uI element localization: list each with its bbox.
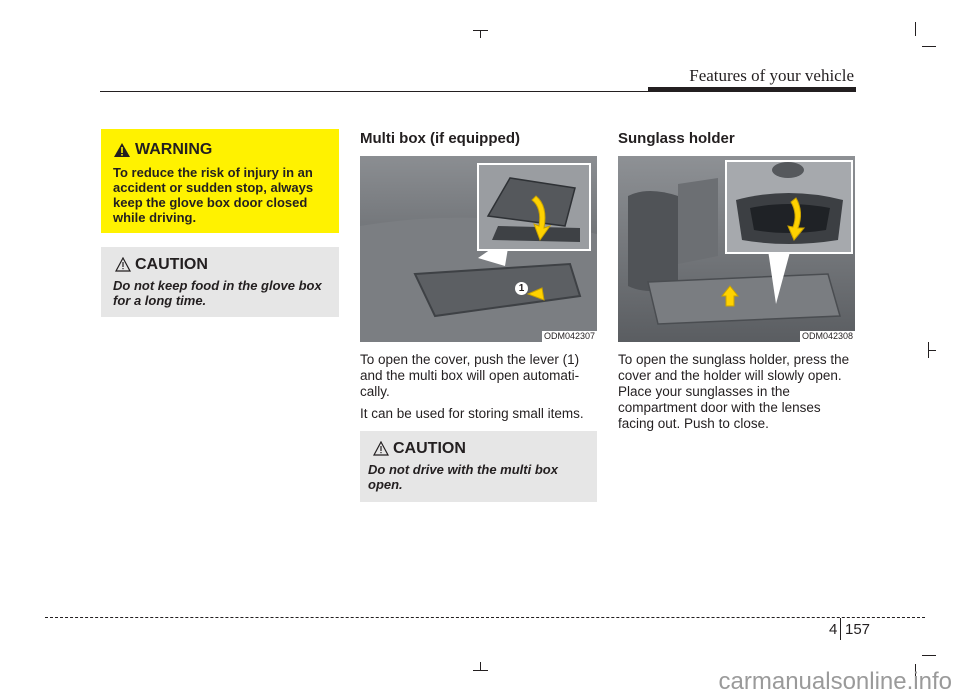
crop-mark-top-right-h	[922, 46, 936, 47]
caution-triangle-icon	[115, 257, 131, 272]
crop-mark-bottom	[480, 662, 481, 670]
warning-box	[101, 129, 339, 233]
footer-dashed-rule	[45, 617, 925, 618]
multi-box-illustration	[360, 156, 597, 342]
crop-mark-top-v	[473, 30, 488, 31]
multi-box-paragraph-2: It can be used for storing small items.	[360, 406, 584, 421]
crop-mark-top	[480, 30, 481, 38]
caution-title: CAUTION	[393, 440, 466, 457]
sunglass-holder-illustration	[618, 156, 855, 342]
sunglass-holder-heading: Sunglass holder	[618, 130, 735, 147]
caution-box-glove	[101, 247, 339, 317]
page-number: 157	[845, 621, 871, 638]
page-header-title: Features of your vehicle	[689, 66, 854, 85]
sunglass-holder-photo	[618, 156, 855, 342]
multi-box-photo-code: ODM042307	[543, 331, 595, 341]
caution-title: CAUTION	[135, 256, 208, 273]
crop-mark-right	[928, 350, 936, 351]
callout-number-badge: 1	[515, 282, 528, 295]
caution-triangle-icon	[373, 441, 389, 456]
multi-box-heading: Multi box (if equipped)	[360, 130, 520, 147]
sunglass-holder-description	[618, 352, 858, 438]
multi-box-description	[360, 352, 600, 428]
warning-text: To reduce the risk of injury in an accident or sudden stop, always keep the glove box door closed while driving.	[113, 165, 314, 225]
crop-mark-bottom-right-h	[922, 655, 936, 656]
caution-box-multi-box	[360, 431, 597, 502]
warning-title: WARNING	[135, 141, 213, 158]
header-tab-bar	[648, 87, 856, 92]
multi-box-photo	[360, 156, 597, 342]
crop-mark-right-v	[928, 342, 929, 358]
sunglass-holder-photo-code: ODM042308	[801, 331, 853, 341]
crop-mark-top-right-v	[915, 22, 916, 36]
caution-text: Do not keep food in the glove box for a long time.	[113, 278, 322, 308]
warning-triangle-icon	[113, 142, 131, 158]
sunglass-holder-paragraph-1: To open the sunglass holder, press the cover and the holder will slowly open. Place your sunglasses in the compartment door with the lenses facing out. Push to close.	[618, 352, 850, 431]
page-number-separator	[840, 618, 841, 640]
multi-box-paragraph-1: To open the cover, push the lever (1) and the multi box will open automati-cally.	[360, 352, 580, 399]
watermark: carmanualsonline.info	[718, 668, 952, 695]
chapter-number: 4	[829, 621, 838, 638]
crop-mark-bottom-h	[473, 670, 488, 671]
caution-text: Do not drive with the multi box open.	[368, 462, 558, 492]
